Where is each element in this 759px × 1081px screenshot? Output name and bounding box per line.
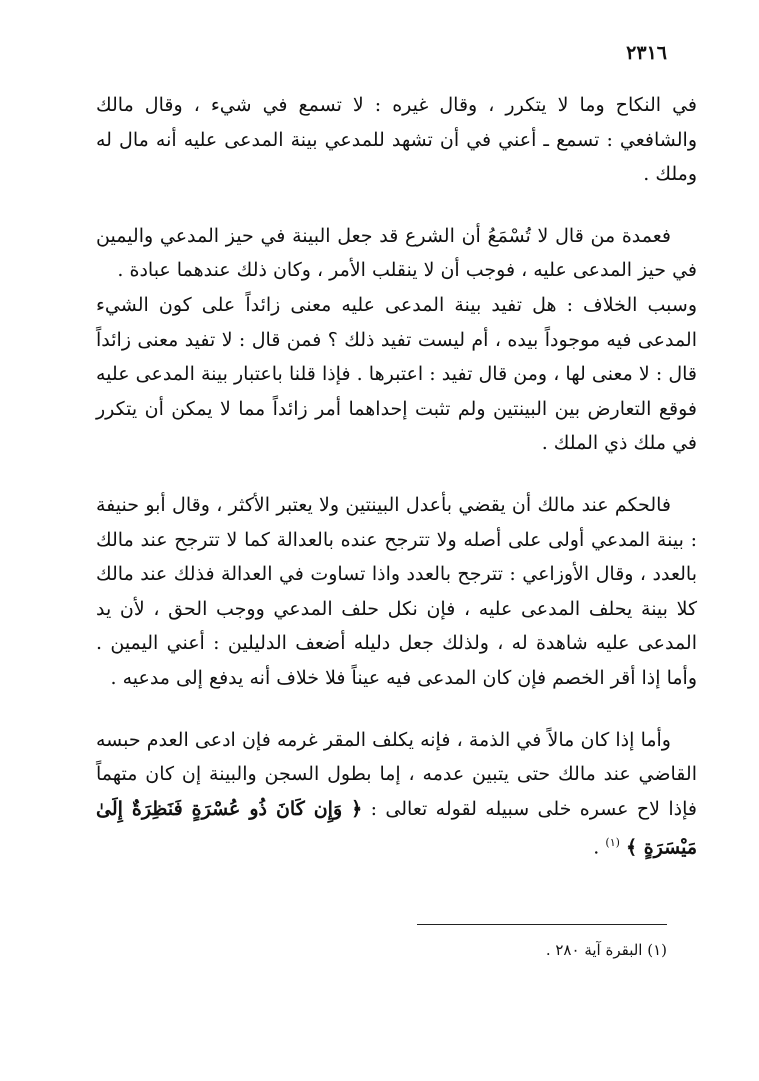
- paragraph-2: [96, 219, 697, 288]
- paragraph-4: [96, 488, 697, 696]
- paragraph-3: [96, 288, 697, 461]
- quran-verse: ﴿ وَإِن كَانَ ذُو عُسْرَةٍ فَنَظِرَةٌ إِلَىٰ مَيْسَرَةٍ ﴾: [96, 797, 697, 859]
- footnote: (١) البقرة آية ٢٨٠ .: [545, 941, 667, 959]
- page-number: ٢٣١٦: [626, 42, 667, 64]
- footnote-divider: [417, 924, 667, 925]
- paragraph-3-text: وسبب الخلاف : هل تفيد بينة المدعى عليه معنى زائداً على كون الشيء المدعى فيه موجوداً بيده ، أم ليست تفيد ذلك ؟ فمن قال : لا تفيد معنى زائداً قال : لا معنى لها ، ومن قال تفيد : اعتبرها . فإذا قلنا باعتبار بينة المدعى عليه فوقع التعارض بين البينتين ولم تثبت إحداهما أمر زائداً مما لا يمكن أن يتكرر في ملك ذي الملك .: [96, 293, 697, 455]
- paragraph-5-tail: .: [593, 836, 606, 859]
- paragraph-1: [96, 88, 697, 192]
- paragraph-1-text: في النكاح وما لا يتكرر ، وقال غيره : لا تسمع في شيء ، وقال مالك والشافعي : تسمع ـ أعني في أن تشهد للمدعي بينة المدعى عليه أنه مال له وملك .: [96, 94, 698, 186]
- paragraph-2-text: فعمدة من قال لا تُسْمَعُ أن الشرع قد جعل البينة في حيز المدعي واليمين في حيز المدعى عليه ، فوجب أن لا ينقلب الأمر ، وكان ذلك عندهما عبادة .: [96, 224, 697, 282]
- footnote-reference: (١): [605, 836, 620, 850]
- paragraph-4-text: فالحكم عند مالك أن يقضي بأعدل البينتين ولا يعتبر الأكثر ، وقال أبو حنيفة : بينة المدعي أولى على أصله ولا تترجح عنده بالعدالة كما لا تترجح عند مالك بالعدد ، وقال الأوزاعي : تترجح بالعدد واذا تساوت في العدالة فذلك عند مالك كلا بينة يحلف المدعى عليه ، فإن نكل حلف المدعي ووجب الحق ، لأن يد المدعى عليه شاهدة له ، ولذلك جعل دليله أضعف الدليلين : أعني اليمين . وأما إذا أقر الخصم فإن كان المدعى فيه عيناً فلا خلاف أنه يدفع إلى مدعيه .: [96, 493, 697, 689]
- paragraph-5: [96, 723, 697, 866]
- body-text: [96, 88, 697, 892]
- paragraph-5-text: وأما إذا كان مالاً في الذمة ، فإنه يكلف المقر غرمه فإن ادعى العدم حبسه القاضي عند مالك حتى يتبين عدمه ، إما بطول السجن والبينة إن كان متهماً فإذا لاح عسره خلى سبيله لقوله تعالى :: [96, 728, 697, 820]
